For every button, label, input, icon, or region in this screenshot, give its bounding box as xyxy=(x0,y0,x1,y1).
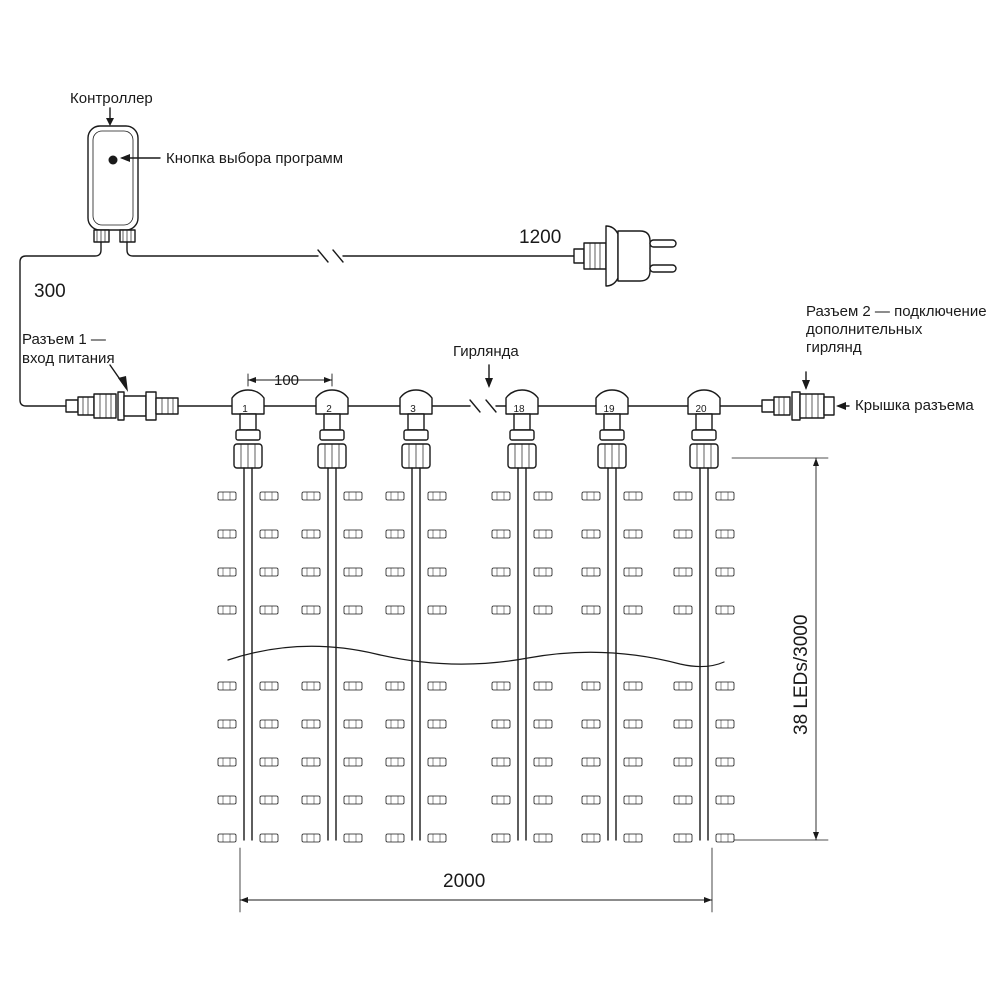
led-bulb xyxy=(302,758,320,766)
led-bulb xyxy=(386,530,404,538)
led-bulb xyxy=(386,606,404,614)
led-bulb xyxy=(492,682,510,690)
led-bulb xyxy=(386,682,404,690)
spacing-100-label: 100 xyxy=(274,372,300,389)
garland-bus xyxy=(232,400,762,412)
led-bulb xyxy=(218,834,236,842)
led-bulb xyxy=(534,606,552,614)
led-bulb xyxy=(716,834,734,842)
led-bulb xyxy=(492,834,510,842)
connector-cap-label: Крышка разъема xyxy=(855,397,974,414)
led-bulb xyxy=(624,606,642,614)
connector-2-label-line1: Разъем 2 — подключение xyxy=(806,303,987,320)
led-bulb xyxy=(302,492,320,500)
led-bulb xyxy=(344,796,362,804)
led-bulb xyxy=(218,492,236,500)
led-bulb xyxy=(534,530,552,538)
led-bulb xyxy=(492,758,510,766)
strand-number-19: 19 xyxy=(603,404,615,415)
led-bulb xyxy=(716,568,734,576)
garland-node-2 xyxy=(316,390,348,840)
led-bulb xyxy=(218,530,236,538)
led-bulb xyxy=(344,530,362,538)
garland-node-18 xyxy=(506,390,538,840)
led-bulb xyxy=(218,720,236,728)
led-bulb xyxy=(716,492,734,500)
led-bulb xyxy=(624,682,642,690)
led-bulb xyxy=(534,796,552,804)
led-bulb xyxy=(624,796,642,804)
led-bulb xyxy=(674,568,692,576)
garland-node-20 xyxy=(688,390,720,840)
led-bulb xyxy=(260,796,278,804)
led-bulb xyxy=(582,606,600,614)
led-bulb xyxy=(386,492,404,500)
led-bulb xyxy=(624,530,642,538)
led-bulb xyxy=(428,682,446,690)
led-bulb xyxy=(674,606,692,614)
led-bulb xyxy=(534,720,552,728)
led-bulb xyxy=(302,682,320,690)
led-bulb xyxy=(344,568,362,576)
led-bulb xyxy=(624,720,642,728)
led-bulb xyxy=(260,758,278,766)
connector-1-label-line2: вход питания xyxy=(22,350,115,367)
power-input-cable xyxy=(20,242,101,406)
led-bulb xyxy=(624,568,642,576)
leader-cap xyxy=(836,402,849,410)
led-bulb xyxy=(674,834,692,842)
garland-node-3 xyxy=(400,390,432,840)
led-bulb xyxy=(302,530,320,538)
led-bulb xyxy=(582,492,600,500)
led-bulb xyxy=(582,758,600,766)
led-bulb xyxy=(582,796,600,804)
led-bulb xyxy=(582,720,600,728)
led-bulb xyxy=(716,758,734,766)
led-bulb xyxy=(492,568,510,576)
led-bulb xyxy=(428,568,446,576)
cable-1200-label: 1200 xyxy=(519,227,562,248)
led-bulb xyxy=(344,758,362,766)
led-bulb xyxy=(534,682,552,690)
led-bulb xyxy=(344,720,362,728)
led-bulb xyxy=(428,758,446,766)
led-bulb xyxy=(302,568,320,576)
led-bulb xyxy=(302,720,320,728)
led-bulb xyxy=(260,530,278,538)
leader-connector-1 xyxy=(110,365,128,392)
strand-number-20: 20 xyxy=(695,404,707,415)
connector-2-label-line2: дополнительных xyxy=(806,321,923,338)
led-bulb xyxy=(344,606,362,614)
led-bulb xyxy=(534,758,552,766)
led-bulb xyxy=(218,682,236,690)
height-dimension-label: 38 LEDs/3000 xyxy=(791,614,812,735)
led-bulb xyxy=(428,720,446,728)
led-bulb xyxy=(674,530,692,538)
strand-number-18: 18 xyxy=(513,404,525,415)
led-bulb xyxy=(582,530,600,538)
led-bulb xyxy=(716,606,734,614)
led-bulb xyxy=(302,834,320,842)
led-bulb xyxy=(218,796,236,804)
cable-300-label: 300 xyxy=(34,281,66,302)
garland-node-19 xyxy=(596,390,628,840)
led-bulb xyxy=(260,720,278,728)
led-bulb xyxy=(492,796,510,804)
power-plug xyxy=(574,226,676,286)
led-bulb xyxy=(218,568,236,576)
led-bulb xyxy=(716,682,734,690)
led-bulb xyxy=(302,606,320,614)
connector-2-label-line3: гирлянд xyxy=(806,339,862,356)
led-bulb xyxy=(386,568,404,576)
led-bulb xyxy=(624,834,642,842)
led-bulb xyxy=(218,758,236,766)
led-bulb xyxy=(260,682,278,690)
led-bulb xyxy=(674,758,692,766)
mains-cable xyxy=(127,242,574,262)
led-bulb xyxy=(534,834,552,842)
led-bulb xyxy=(428,834,446,842)
led-bulb xyxy=(386,720,404,728)
led-bulb xyxy=(716,796,734,804)
led-bulb xyxy=(428,530,446,538)
led-bulb xyxy=(674,796,692,804)
width-dimension-label: 2000 xyxy=(443,871,486,892)
led-bulb xyxy=(386,834,404,842)
led-bulb xyxy=(218,606,236,614)
led-bulb xyxy=(260,568,278,576)
led-bulb xyxy=(624,758,642,766)
led-bulb xyxy=(674,492,692,500)
leader-connector-2 xyxy=(802,372,810,390)
connector-1-label-line1: Разъем 1 — xyxy=(22,331,106,348)
led-bulb xyxy=(534,568,552,576)
led-bulb xyxy=(492,720,510,728)
led-bulb xyxy=(582,682,600,690)
led-bulb xyxy=(386,758,404,766)
garland-node-1 xyxy=(232,390,264,840)
led-bulb xyxy=(428,796,446,804)
led-bulb xyxy=(624,492,642,500)
connector-2 xyxy=(762,392,834,420)
led-bulb xyxy=(582,568,600,576)
controller-body xyxy=(88,126,138,230)
led-bulb xyxy=(344,682,362,690)
program-button-label: Кнопка выбора программ xyxy=(166,150,344,167)
led-bulb xyxy=(674,720,692,728)
led-bulb xyxy=(386,796,404,804)
led-bulb xyxy=(260,834,278,842)
led-bulb xyxy=(492,530,510,538)
strand-break-wave xyxy=(228,646,724,666)
controller-outputs xyxy=(94,230,135,242)
led-bulb xyxy=(534,492,552,500)
led-bulb xyxy=(582,834,600,842)
led-bulb xyxy=(428,492,446,500)
controller-label: Контроллер xyxy=(70,90,153,107)
led-bulb xyxy=(716,720,734,728)
led-bulb xyxy=(428,606,446,614)
led-bulb xyxy=(492,606,510,614)
led-bulb xyxy=(716,530,734,538)
led-bulb xyxy=(344,834,362,842)
strand-number-2: 2 xyxy=(326,404,332,415)
garland-label: Гирлянда xyxy=(453,343,519,360)
led-bulb xyxy=(260,606,278,614)
strand-number-1: 1 xyxy=(242,404,248,415)
connector-1 xyxy=(66,392,232,420)
led-bulb xyxy=(260,492,278,500)
led-bulb xyxy=(302,796,320,804)
led-bulb xyxy=(344,492,362,500)
strand-number-3: 3 xyxy=(410,404,416,415)
leader-controller xyxy=(106,108,114,126)
led-bulb xyxy=(674,682,692,690)
leader-garland xyxy=(485,365,493,388)
led-bulb xyxy=(492,492,510,500)
